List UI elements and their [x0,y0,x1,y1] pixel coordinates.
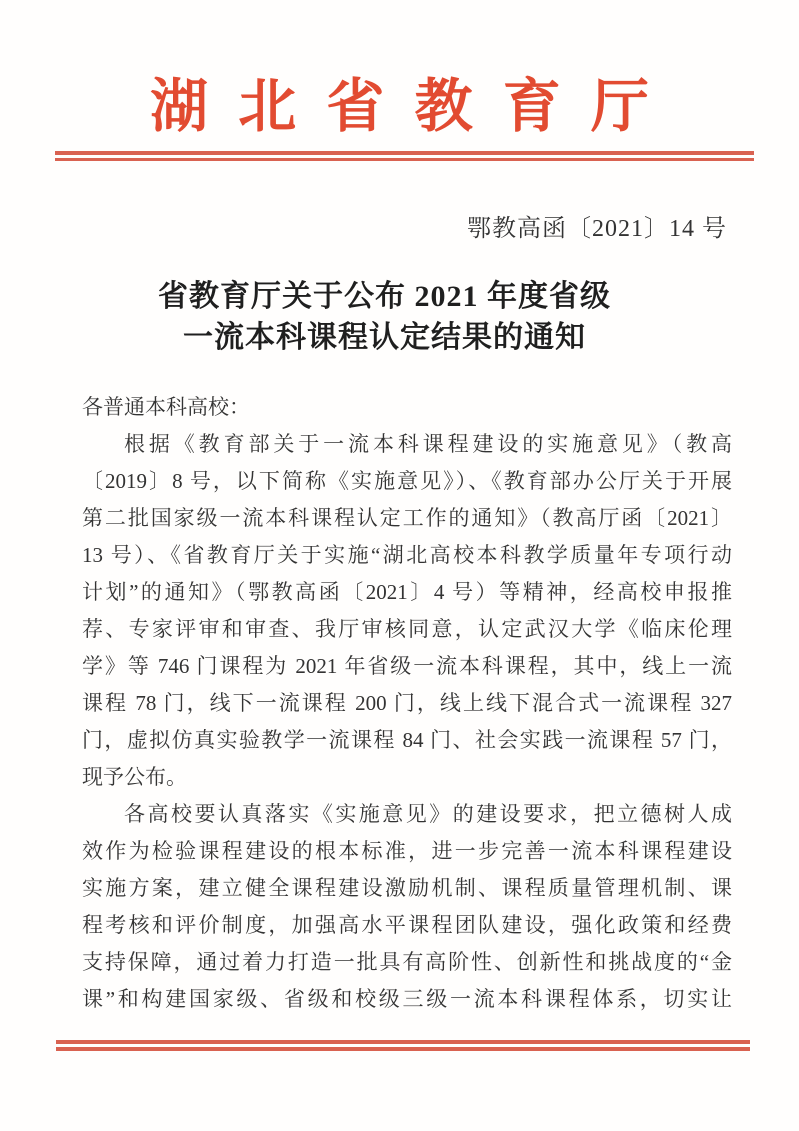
letterhead-rule-thick [55,151,754,155]
body-line: 现予公布。 [82,765,187,789]
footer-rule-top [56,1040,750,1044]
letterhead-rule [55,151,754,161]
body-line: 效作为检验课程建设的根本标准，进一步完善一流本科课程建设 [82,839,732,863]
document-number: 鄂教高函〔2021〕14 号 [467,216,727,242]
document-title-line-1: 省教育厅关于公布 2021 年度省级 [158,280,611,313]
body-line: 程考核和评价制度，加强高水平课程团队建设，强化政策和经费 [82,913,732,937]
footer-rule [56,1040,750,1051]
salutation: 各普通本科高校： [82,395,250,419]
agency-name-text: 湖北省教育厅 [150,74,680,139]
document-body [82,389,732,1018]
document-title-line-2: 一流本科课程认定结果的通知 [183,321,586,354]
letterhead-rule-thin [55,158,754,161]
body-line: 第二批国家级一流本科课程认定工作的通知》（教高厅函〔2021〕 [82,506,732,530]
body-line: 支持保障，通过着力打造一批具有高阶性、创新性和挑战度的“金 [82,950,732,974]
agency-name [0,74,799,139]
body-line: 门，虚拟仿真实验教学一流课程 84 门、社会实践一流课程 57 门， [82,728,732,752]
body-line: 学》等 746 门课程为 2021 年省级一流本科课程，其中，线上一流 [82,654,732,678]
body-line: 课”和构建国家级、省级和校级三级一流本科课程体系，切实让 [82,987,732,1011]
body-line: 实施方案，建立健全课程建设激励机制、课程质量管理机制、课 [82,876,732,900]
body-line: 13 号）、《省教育厅关于实施“湖北高校本科教学质量年专项行动 [82,543,732,567]
body-line: 根据《教育部关于一流本科课程建设的实施意见》（教高 [124,432,732,456]
body-line: 各高校要认真落实《实施意见》的建设要求，把立德树人成 [124,802,732,826]
document-title [0,276,769,358]
body-line: 课程 78 门，线下一流课程 200 门，线上线下混合式一流课程 327 [82,691,732,715]
body-line: 荐、专家评审和审查、我厅审核同意，认定武汉大学《临床伦理 [82,617,732,641]
body-line: 计划”的通知》（鄂教高函〔2021〕4 号）等精神，经高校申报推 [82,580,732,604]
footer-rule-bottom [56,1047,750,1051]
body-line: 〔2019〕8 号，以下简称《实施意见》）、《教育部办公厅关于开展 [82,469,732,493]
